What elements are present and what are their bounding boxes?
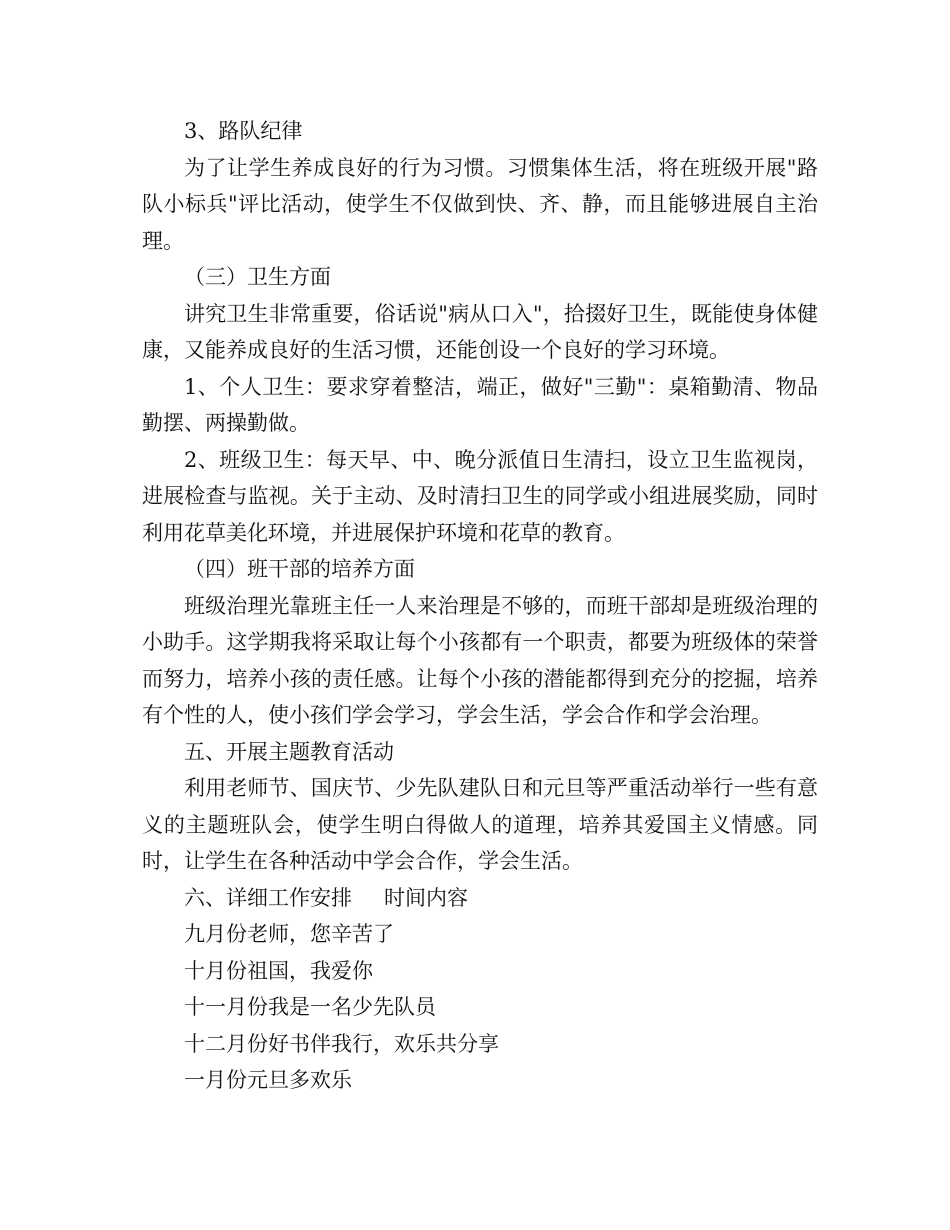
- heading-class-cadre: （四）班干部的培养方面: [184, 557, 415, 581]
- paragraph-class-cadre: 班级治理光靠班主任一人来治理是不够的，而班干部却是班级治理的小助手。这学期我将采取让每个小孩都有一个职责，都要为班级体的荣誉而努力，培养小孩的责任感。让每个小孩的潜能都得到充分的挖掘，培养有个性的人，使小孩们学会学习，学会生活，学会合作和学会治理。: [142, 593, 818, 727]
- paragraph-road-discipline: 为了让学生养成良好的行为习惯。习惯集体生活，将在班级开展"路队小标兵"评比活动，使学生不仅做到快、齐、静，而且能够进展自主治理。: [142, 155, 818, 253]
- heading-theme-education: 五、开展主题教育活动: [184, 739, 394, 764]
- paragraph-personal-hygiene: 1、个人卫生：要求穿着整洁，端正，做好"三勤"：桌箱勤清、物品勤摆、两操勤做。: [142, 374, 818, 435]
- paragraph-theme-education: 利用老师节、国庆节、少先队建队日和元旦等严重活动举行一些有意义的主题班队会，使学生明白得做人的道理，培养其爱国主义情感。同时，让学生在各种活动中学会合作，学会生活。: [142, 776, 818, 873]
- paragraph-hygiene: 讲究卫生非常重要，俗话说"病从口入"，拾掇好卫生，既能使身体健康，又能养成良好的生活习惯，还能创设一个良好的学习环境。: [142, 301, 818, 362]
- heading-road-discipline: 3、路队纪律: [184, 119, 303, 143]
- heading-hygiene: （三）卫生方面: [184, 265, 331, 289]
- schedule-item: 一月份元旦多欢乐: [184, 1068, 352, 1092]
- heading-schedule: [142, 880, 818, 917]
- schedule-heading-col2: 时间内容: [384, 885, 468, 910]
- schedule-item: 十二月份好书伴我行，欢乐共分享: [184, 1031, 499, 1056]
- paragraph-class-hygiene: 2、班级卫生：每天早、中、晚分派值日生清扫，设立卫生监视岗，进展检查与监视。关于主动、及时清扫卫生的同学或小组进展奖励，同时利用花草美化环境，并进展保护环境和花草的教育。: [142, 447, 818, 545]
- document-body: [142, 113, 818, 1099]
- schedule-item: 十月份祖国，我爱你: [184, 958, 373, 983]
- schedule-heading-text: 六、详细工作安排: [184, 885, 352, 910]
- schedule-item: 九月份老师，您辛苦了: [184, 922, 394, 946]
- schedule-item: 十一月份我是一名少先队员: [184, 995, 436, 1019]
